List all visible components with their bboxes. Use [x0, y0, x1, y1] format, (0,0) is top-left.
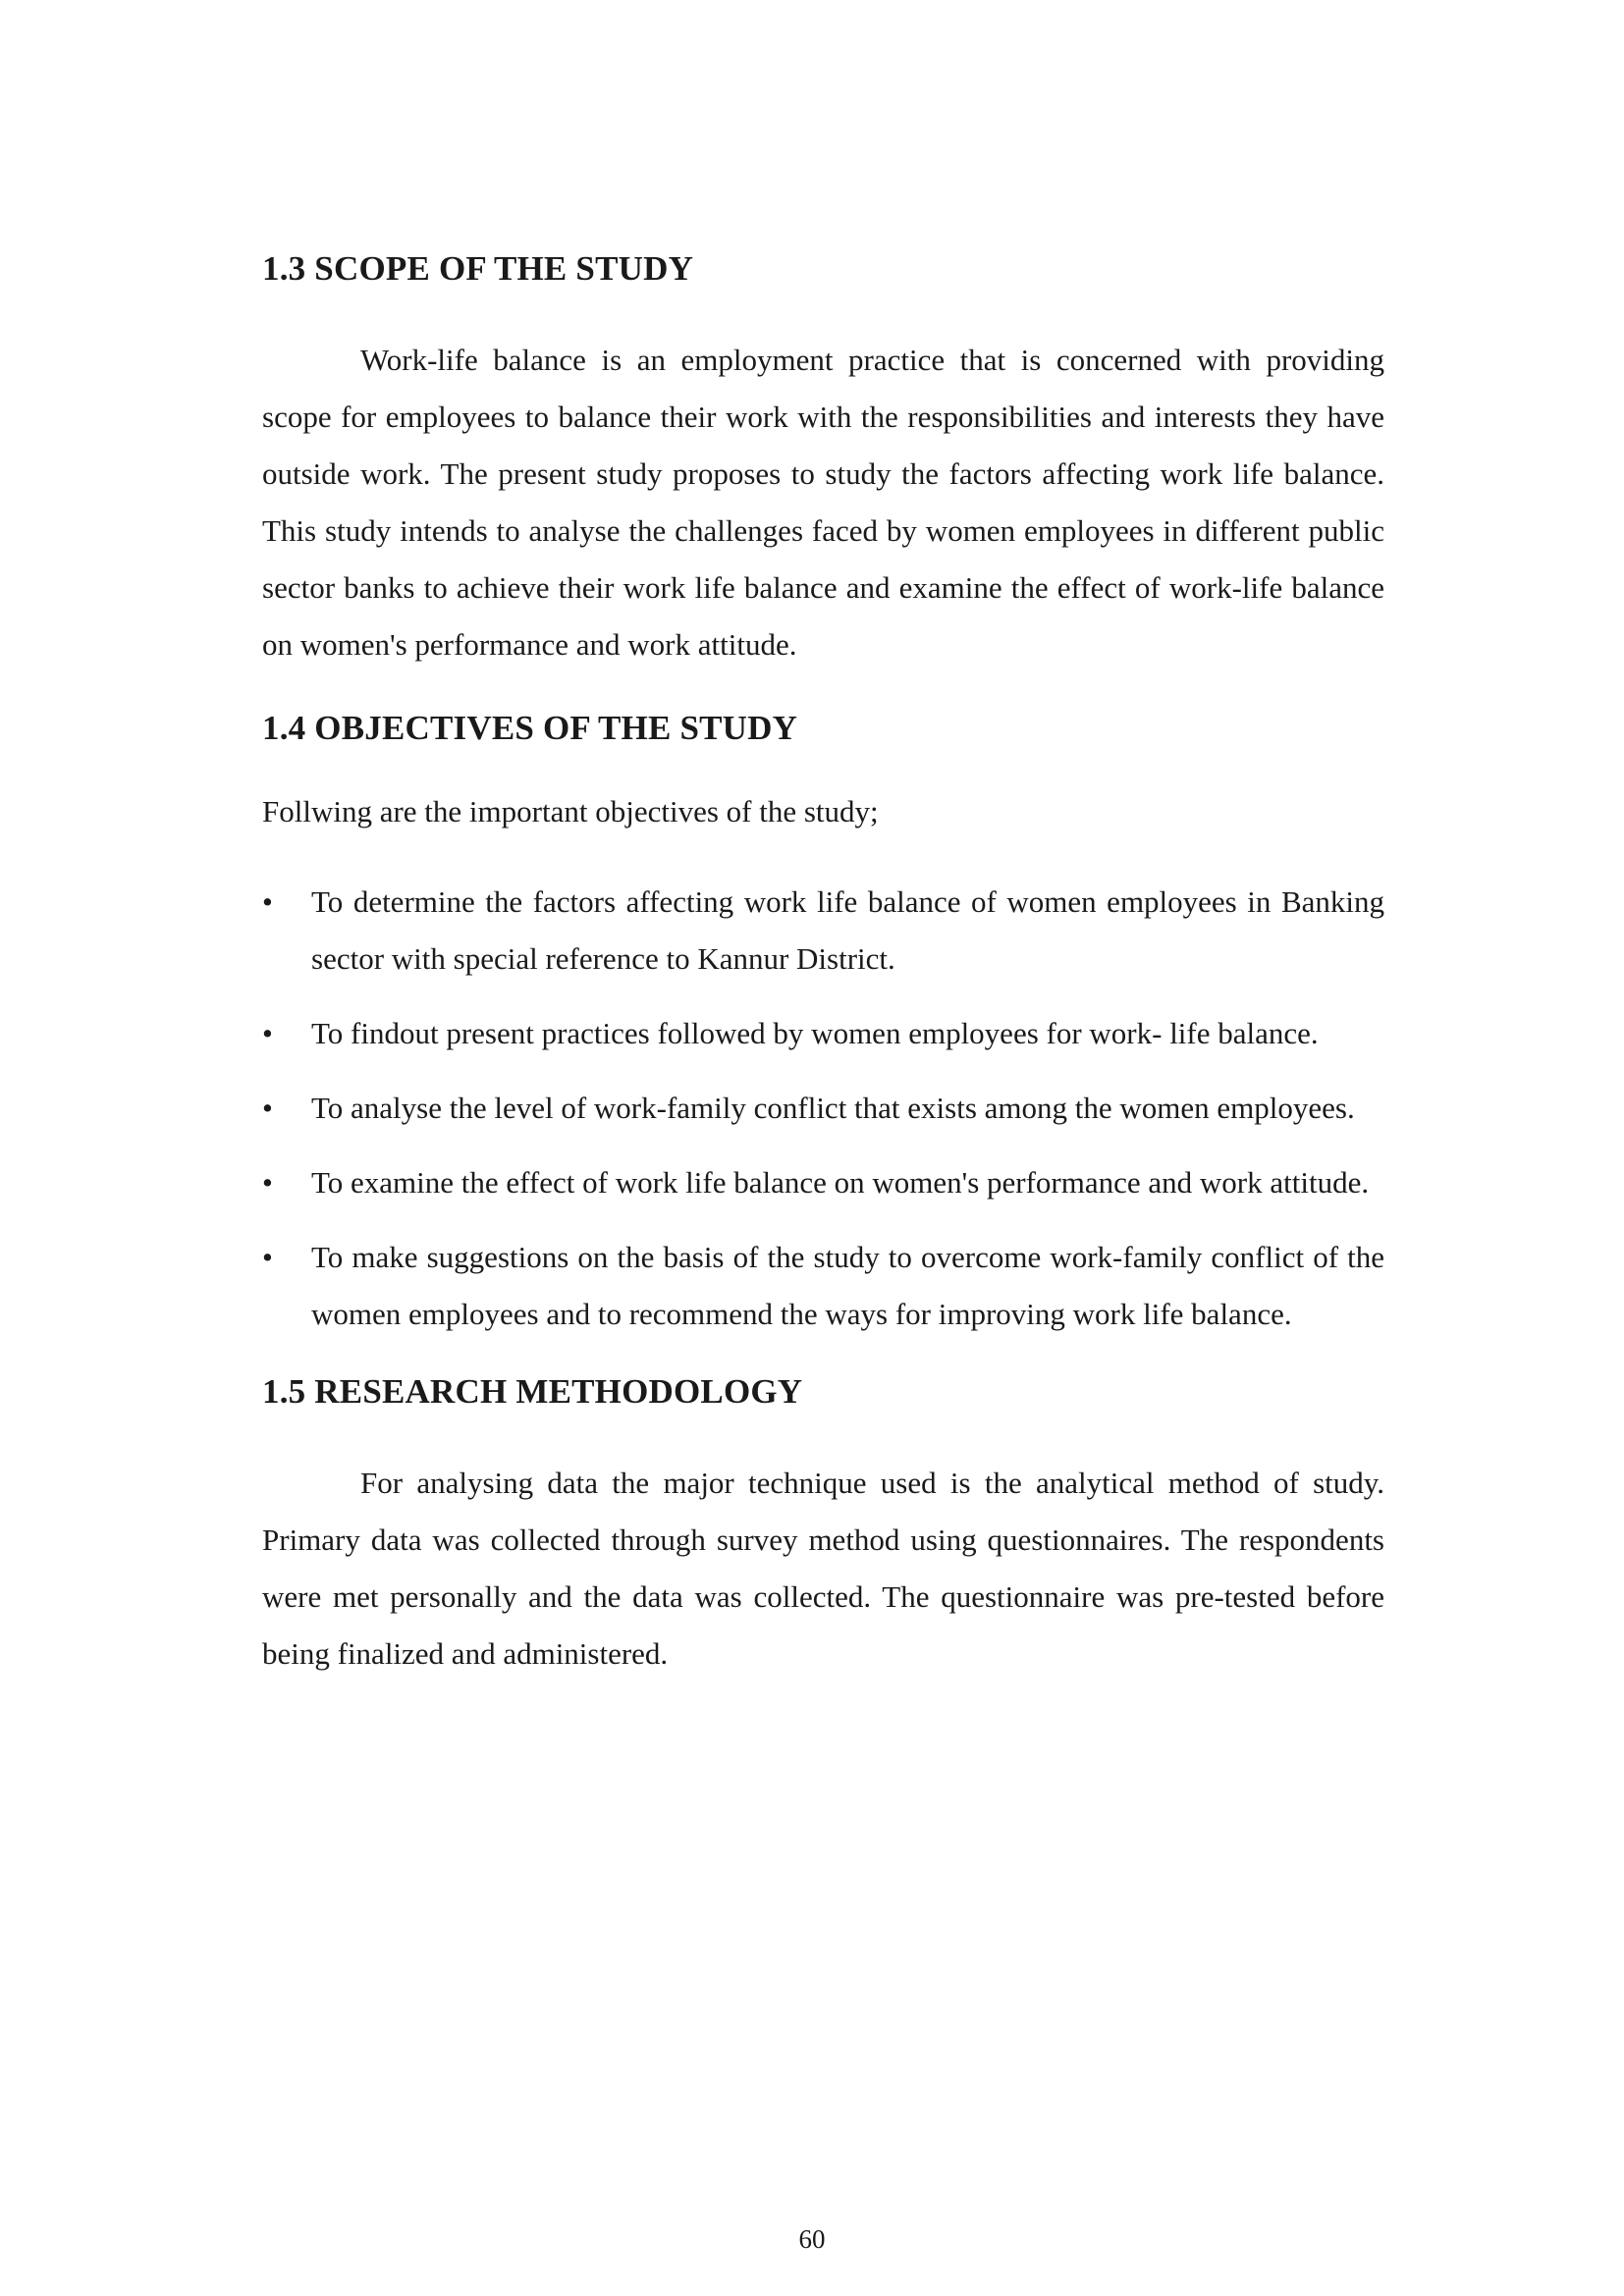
bullet-icon: • — [262, 1165, 273, 1200]
list-item — [262, 1154, 1384, 1211]
section-heading-scope: 1.3 SCOPE OF THE STUDY — [262, 249, 694, 288]
section-heading-methodology: 1.5 RESEARCH METHODOLOGY — [262, 1372, 803, 1411]
methodology-paragraph: For analysing data the major technique used is the analytical method of study. Primary data was collected through survey method using questionnaires. The respondents were met personally and the data was collected. The questionnaire was pre-tested before being finalized and administered. — [262, 1466, 1384, 1671]
page-content — [262, 243, 1384, 1682]
scope-paragraph: Work-life balance is an employment practice that is concerned with providing scope for employees to balance their work with the responsibilities and interests they have outside work. The present study proposes to study the factors affecting work life balance. This study intends to analyse the challenges faced by women employees in different public sector banks to achieve their work life balance and examine the effect of work-life balance on women's performance and work attitude. — [262, 343, 1384, 662]
page-number: 60 — [798, 2224, 826, 2254]
list-item-text: To determine the factors affecting work life balance of women employees in Banking sector with special reference to Kannur District. — [311, 884, 1384, 976]
bullet-icon: • — [262, 1016, 273, 1050]
objectives-intro: Follwing are the important objectives of the study; — [262, 794, 879, 828]
list-item-text: To analyse the level of work-family conflict that exists among the women employees. — [311, 1091, 1355, 1125]
list-item-text: To examine the effect of work life balance on women's performance and work attitude. — [311, 1165, 1370, 1200]
list-item-text: To make suggestions on the basis of the study to overcome work-family conflict of the women employees and to recommend the ways for improving work life balance. — [311, 1240, 1384, 1331]
objectives-list — [262, 874, 1384, 1343]
list-item — [262, 1229, 1384, 1343]
section-heading-objectives: 1.4 OBJECTIVES OF THE STUDY — [262, 709, 798, 747]
list-item — [262, 1080, 1384, 1137]
list-item-text: To findout present practices followed by women employees for work- life balance. — [311, 1016, 1319, 1050]
list-item — [262, 874, 1384, 988]
bullet-icon: • — [262, 1091, 273, 1125]
bullet-icon: • — [262, 884, 273, 919]
list-item — [262, 1005, 1384, 1062]
bullet-icon: • — [262, 1240, 273, 1274]
